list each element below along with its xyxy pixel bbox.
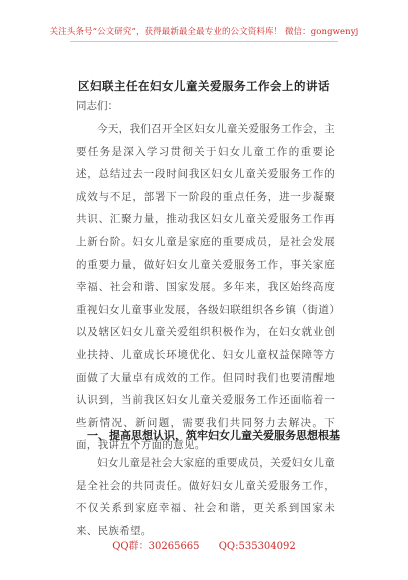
section-heading-1: 一、提高思想认识，筑牢妇女儿童关爱服务思想根基 bbox=[87, 429, 340, 442]
salutation: 同志们： bbox=[76, 100, 118, 112]
header-notice: 关注头条号“公文研究”，获得最新最全最专业的公文资料库！ 微信：gongwenyj bbox=[49, 27, 359, 37]
body-paragraph-2: 妇女儿童是社会大家庭的重要成员，关爱妇女儿童是全社会的共同责任。做好妇女儿童关爱服务工作，不仅关系到家庭幸福、社会和谐，更关系到国家未来、民族希望。 bbox=[76, 457, 335, 537]
footer-qq: QQ:535304092 bbox=[218, 541, 296, 552]
footer-contact bbox=[0, 537, 408, 552]
body-paragraph-1: 今天，我们召开全区妇女儿童关爱服务工作会，主要任务是深入学习贯彻关于妇女儿童工作的重要论述，总结过去一段时间我区妇女儿童关爱服务工作的成效与不足，部署下一阶段的重点任务，进一步凝聚共识、汇聚力量，推动我区妇女儿童关爱服务工作再上新台阶。妇女儿童是家庭的重要成员，是社会发展的重要力量，做好妇女儿童关爱服务工作，事关家庭幸福、社会和谐、国家发展。多年来，我区始终高度重视妇女儿童事业发展，各级妇联组织各乡镇（街道）以及辖区妇女儿童关爱组织积极作为，在妇女就业创业扶持、儿童成长环境优化、妇女儿童权益保障等方面做了大量卓有成效的工作。但同时我们也要清醒地认识到，当前我区妇女儿童关爱服务工作还面临着一些新情况、新问题，需要我们共同努力去解决。下面，我讲五个方面的意见。 bbox=[76, 123, 335, 452]
header-divider bbox=[70, 41, 338, 42]
document-title: 区妇联主任在妇女儿童关爱服务工作会上的讲话 bbox=[78, 79, 330, 93]
footer-qq-group: QQ群：30265665 bbox=[112, 541, 200, 552]
